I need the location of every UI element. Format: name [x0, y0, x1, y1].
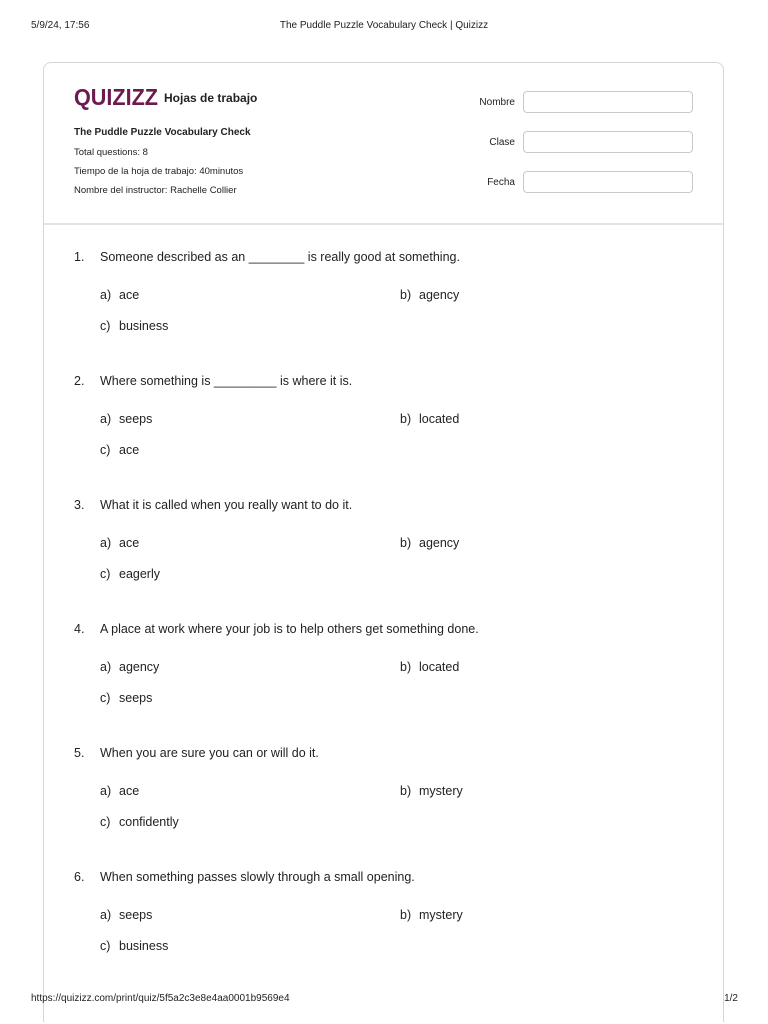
instructor-name: Nombre del instructor: Rachelle Collier: [74, 185, 237, 196]
answer-option: [400, 412, 459, 426]
answer-option: [400, 536, 459, 550]
option-letter: a): [100, 784, 112, 798]
date-label: Fecha: [487, 177, 515, 188]
answer-option: [100, 691, 152, 705]
option-letter: a): [100, 288, 112, 302]
total-questions: Total questions: 8: [74, 147, 148, 158]
option-text: confidently: [119, 815, 179, 829]
quizizz-logo: [74, 84, 160, 110]
option-text: business: [119, 939, 169, 953]
option-letter: b): [400, 412, 412, 426]
worksheet-time: Tiempo de la hoja de trabajo: 40minutos: [74, 166, 244, 177]
option-text: agency: [419, 536, 460, 550]
logo-wordmark: QUIZIZZ: [74, 84, 158, 110]
option-text: located: [419, 660, 460, 674]
option-letter: c): [100, 319, 111, 333]
worksheet-label: Hojas de trabajo: [164, 91, 258, 105]
question-text: Someone described as an ________ is really good at something.: [100, 250, 460, 264]
option-letter: a): [100, 536, 112, 550]
option-text: agency: [419, 288, 460, 302]
option-text: agency: [119, 660, 160, 674]
option-letter: a): [100, 660, 112, 674]
answer-option: [100, 784, 139, 798]
option-text: ace: [119, 288, 140, 302]
answer-option: [100, 908, 152, 922]
option-letter: c): [100, 691, 111, 705]
option-text: seeps: [119, 412, 153, 426]
question-number: 5.: [74, 746, 85, 760]
answer-option: [100, 443, 139, 457]
question-text: A place at work where your job is to help others get something done.: [100, 622, 479, 636]
option-text: seeps: [119, 908, 153, 922]
option-text: ace: [119, 784, 140, 798]
answer-option: [400, 660, 459, 674]
name-field[interactable]: [523, 91, 693, 113]
answer-option: [400, 288, 459, 302]
option-text: ace: [119, 443, 140, 457]
option-text: business: [119, 319, 169, 333]
option-text: seeps: [119, 691, 153, 705]
worksheet: [43, 62, 724, 1022]
quizizz-logo-icon: [74, 84, 160, 110]
date-field[interactable]: [523, 171, 693, 193]
answer-option: [100, 288, 139, 302]
answer-option: [100, 536, 139, 550]
option-letter: c): [100, 815, 111, 829]
option-text: located: [419, 412, 460, 426]
option-letter: b): [400, 784, 412, 798]
worksheet-header: [44, 63, 723, 225]
option-letter: a): [100, 412, 112, 426]
question-number: 2.: [74, 374, 85, 388]
question-text: When you are sure you can or will do it.: [100, 746, 319, 760]
option-text: eagerly: [119, 567, 160, 581]
option-text: mystery: [419, 784, 463, 798]
question-number: 6.: [74, 870, 85, 884]
print-page-title: The Puddle Puzzle Vocabulary Check | Quizizz: [279, 20, 489, 31]
answer-option: [100, 412, 152, 426]
quiz-title: The Puddle Puzzle Vocabulary Check: [74, 127, 251, 138]
question-number: 3.: [74, 498, 85, 512]
name-label: Nombre: [479, 97, 515, 108]
option-letter: b): [400, 288, 412, 302]
option-letter: c): [100, 443, 111, 457]
question-number: 1.: [74, 250, 85, 264]
answer-option: [100, 567, 160, 581]
question-number: 4.: [74, 622, 85, 636]
option-letter: a): [100, 908, 112, 922]
option-letter: b): [400, 660, 412, 674]
page-number: 1/2: [724, 993, 738, 1004]
question-text: What it is called when you really want to do it.: [100, 498, 353, 512]
print-datetime: 5/9/24, 17:56: [31, 20, 90, 31]
answer-option: [100, 939, 168, 953]
option-letter: b): [400, 536, 412, 550]
option-text: mystery: [419, 908, 463, 922]
answer-option: [400, 908, 463, 922]
class-label: Clase: [489, 137, 515, 148]
class-field[interactable]: [523, 131, 693, 153]
option-letter: c): [100, 567, 111, 581]
option-letter: c): [100, 939, 111, 953]
print-footer: [0, 993, 768, 1007]
answer-option: [400, 784, 463, 798]
option-text: ace: [119, 536, 140, 550]
print-url: https://quizizz.com/print/quiz/5f5a2c3e8e4aa0001b9569e4: [31, 993, 290, 1004]
answer-option: [100, 319, 168, 333]
question-text: Where something is _________ is where it is.: [100, 374, 353, 388]
option-letter: b): [400, 908, 412, 922]
print-header: [0, 20, 768, 34]
answer-option: [100, 815, 179, 829]
question-text: When something passes slowly through a small opening.: [100, 870, 415, 884]
answer-option: [100, 660, 159, 674]
